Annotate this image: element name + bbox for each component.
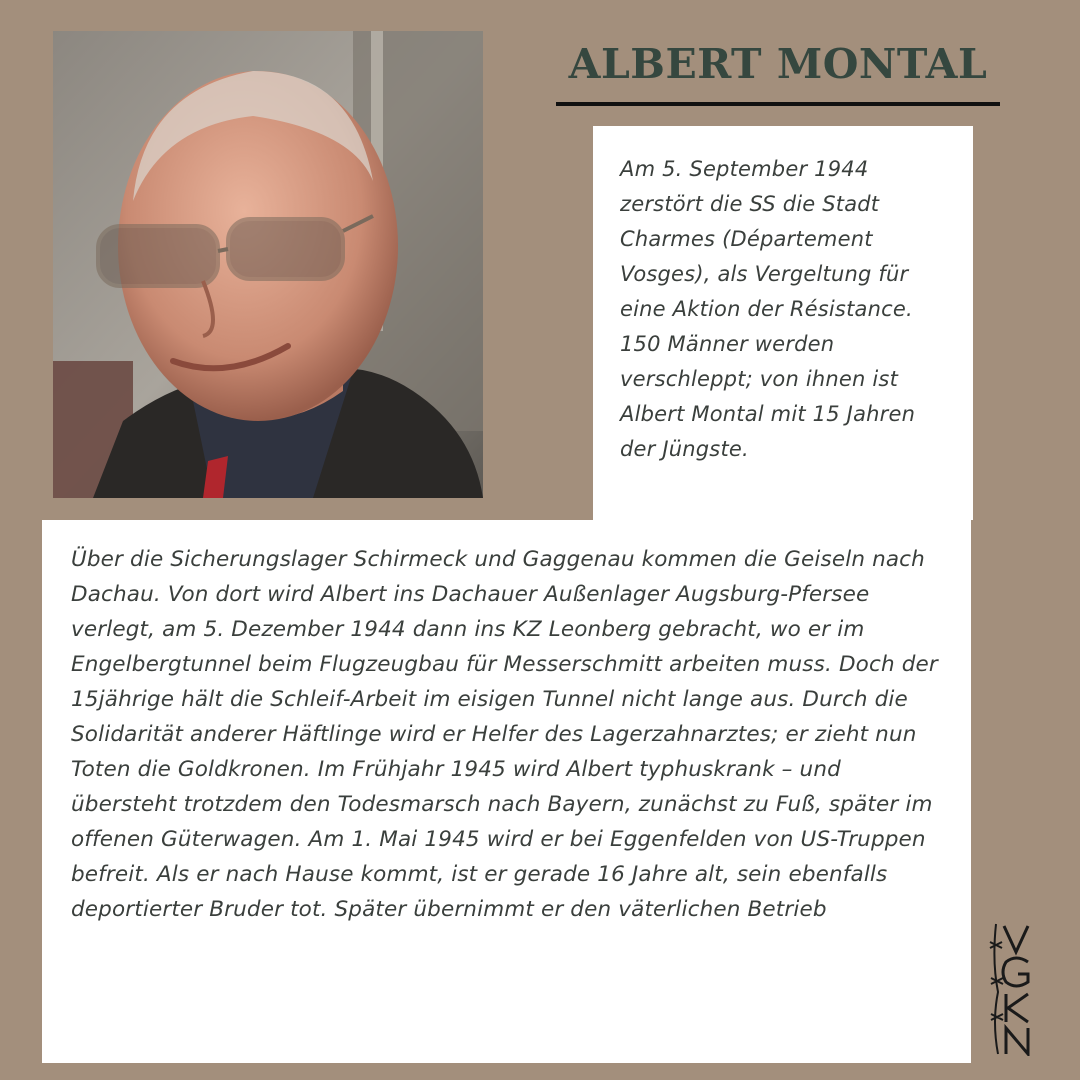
biography-text-box — [42, 520, 971, 1063]
page-title: ALBERT MONTAL — [568, 40, 988, 88]
portrait-illustration — [53, 31, 483, 498]
title-divider — [556, 102, 1000, 106]
intro-text: Am 5. September 1944 zerstört die SS die Stadt Charmes (Département Vosges), als Vergeltung für eine Aktion der Résistance. 150 Männer werden verschleppt; von ihnen ist Albert Montal mit 15 Jahren der Jüngste. — [620, 157, 916, 461]
vgkn-barbed-wire-logo — [988, 922, 1042, 1056]
intro-text-box — [593, 126, 973, 520]
biography-text: Über die Sicherungslager Schirmeck und Gaggenau kommen die Geiseln nach Dachau. Von dort wird Albert ins Dachauer Außenlager Augsburg-Pfersee verlegt, am 5. Dezember 1944 dann ins KZ Leonberg gebracht, wo er im Engelbergtunnel beim Flugzeugbau für Messerschmitt arbeiten muss. Doch der 15jährige hält die Schleif-Arbeit im eisigen Tunnel nicht lange aus. Durch die Solidarität anderer Häftlinge wird er Helfer des Lagerzahnarztes; er zieht nun Toten die Goldkronen. Im Frühjahr 1945 wird Albert typhuskrank – und übersteht trotzdem den Todesmarsch nach Bayern, zunächst zu Fuß, später im offenen Güterwagen. Am 1. Mai 1945 wird er bei Eggenfelden von US-Truppen befreit. Als er nach Hause kommt, ist er gerade 16 Jahre alt, sein ebenfalls deportierter Bruder tot. Später übernimmt er den väterlichen Betrieb — [71, 547, 938, 922]
portrait-photo — [53, 31, 483, 498]
